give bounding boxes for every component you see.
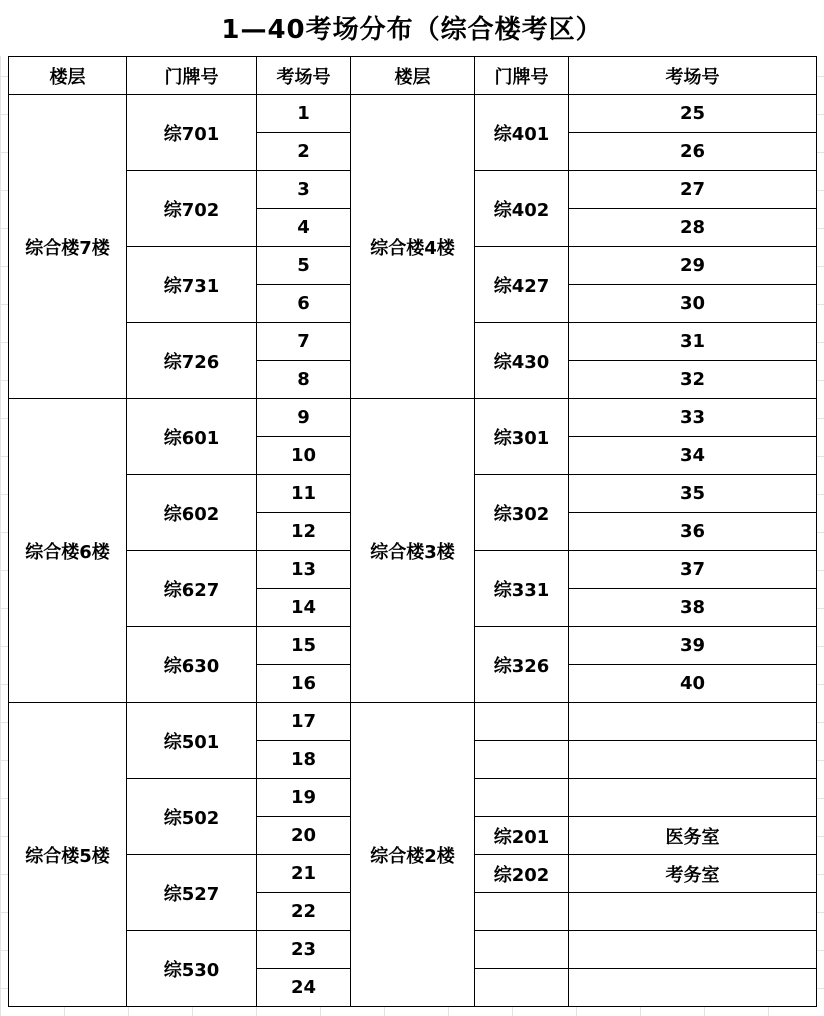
exam-cell-right <box>569 703 817 741</box>
header-floor-right: 楼层 <box>351 57 475 95</box>
exam-distribution-table <box>8 56 817 1007</box>
door-cell-right: 综401 <box>475 95 569 171</box>
table-row <box>9 703 817 741</box>
door-cell: 综630 <box>127 627 257 703</box>
door-cell: 综502 <box>127 779 257 855</box>
floor-cell: 综合楼7楼 <box>9 95 127 399</box>
exam-cell: 7 <box>257 323 351 361</box>
door-cell: 综702 <box>127 171 257 247</box>
exam-cell: 12 <box>257 513 351 551</box>
door-cell: 综731 <box>127 247 257 323</box>
exam-cell: 2 <box>257 133 351 171</box>
page-title: 1—40考场分布（综合楼考区） <box>0 0 824 56</box>
door-cell: 综527 <box>127 855 257 931</box>
exam-cell: 24 <box>257 969 351 1007</box>
door-cell-right <box>475 703 569 741</box>
exam-cell-right: 32 <box>569 361 817 399</box>
exam-cell-right <box>569 931 817 969</box>
door-cell: 综530 <box>127 931 257 1007</box>
door-cell-right: 综430 <box>475 323 569 399</box>
exam-cell-right: 37 <box>569 551 817 589</box>
exam-cell: 16 <box>257 665 351 703</box>
header-door-right: 门牌号 <box>475 57 569 95</box>
door-cell-right: 综302 <box>475 475 569 551</box>
exam-cell-right: 34 <box>569 437 817 475</box>
door-cell-right: 综331 <box>475 551 569 627</box>
exam-cell-right <box>569 893 817 931</box>
door-cell-right: 综202 <box>475 855 569 893</box>
exam-cell-right: 25 <box>569 95 817 133</box>
door-cell: 综726 <box>127 323 257 399</box>
floor-cell-right: 综合楼4楼 <box>351 95 475 399</box>
floor-cell-right: 综合楼2楼 <box>351 703 475 1007</box>
door-cell-right: 综301 <box>475 399 569 475</box>
exam-cell: 21 <box>257 855 351 893</box>
exam-cell: 23 <box>257 931 351 969</box>
exam-cell-right: 26 <box>569 133 817 171</box>
exam-cell-right: 31 <box>569 323 817 361</box>
door-cell: 综701 <box>127 95 257 171</box>
exam-cell: 22 <box>257 893 351 931</box>
exam-cell: 18 <box>257 741 351 779</box>
exam-cell-right: 29 <box>569 247 817 285</box>
exam-cell: 17 <box>257 703 351 741</box>
exam-cell: 20 <box>257 817 351 855</box>
exam-cell-right: 36 <box>569 513 817 551</box>
door-cell: 综627 <box>127 551 257 627</box>
floor-cell: 综合楼6楼 <box>9 399 127 703</box>
door-cell-right <box>475 893 569 931</box>
exam-cell-right <box>569 779 817 817</box>
exam-cell: 10 <box>257 437 351 475</box>
exam-cell: 1 <box>257 95 351 133</box>
table-row <box>9 399 817 437</box>
exam-cell: 11 <box>257 475 351 513</box>
exam-cell-right <box>569 741 817 779</box>
exam-cell-right <box>569 969 817 1007</box>
exam-cell: 8 <box>257 361 351 399</box>
header-row <box>9 57 817 95</box>
exam-cell-right: 考务室 <box>569 855 817 893</box>
table-row <box>9 95 817 133</box>
door-cell-right <box>475 779 569 817</box>
exam-cell: 14 <box>257 589 351 627</box>
exam-cell: 13 <box>257 551 351 589</box>
exam-cell: 6 <box>257 285 351 323</box>
exam-cell-right: 28 <box>569 209 817 247</box>
exam-cell: 4 <box>257 209 351 247</box>
exam-cell: 15 <box>257 627 351 665</box>
door-cell: 综602 <box>127 475 257 551</box>
exam-cell-right: 医务室 <box>569 817 817 855</box>
exam-cell: 19 <box>257 779 351 817</box>
door-cell-right: 综201 <box>475 817 569 855</box>
door-cell-right: 综402 <box>475 171 569 247</box>
exam-cell: 5 <box>257 247 351 285</box>
exam-cell-right: 33 <box>569 399 817 437</box>
exam-cell-right: 39 <box>569 627 817 665</box>
header-exam-right: 考场号 <box>569 57 817 95</box>
door-cell: 综601 <box>127 399 257 475</box>
exam-cell: 3 <box>257 171 351 209</box>
header-exam: 考场号 <box>257 57 351 95</box>
header-floor: 楼层 <box>9 57 127 95</box>
door-cell-right: 综427 <box>475 247 569 323</box>
exam-cell-right: 40 <box>569 665 817 703</box>
exam-cell-right: 35 <box>569 475 817 513</box>
floor-cell-right: 综合楼3楼 <box>351 399 475 703</box>
door-cell-right <box>475 931 569 969</box>
door-cell-right: 综326 <box>475 627 569 703</box>
exam-cell: 9 <box>257 399 351 437</box>
exam-cell-right: 30 <box>569 285 817 323</box>
door-cell: 综501 <box>127 703 257 779</box>
header-door: 门牌号 <box>127 57 257 95</box>
exam-cell-right: 27 <box>569 171 817 209</box>
floor-cell: 综合楼5楼 <box>9 703 127 1007</box>
exam-cell-right: 38 <box>569 589 817 627</box>
door-cell-right <box>475 969 569 1007</box>
door-cell-right <box>475 741 569 779</box>
